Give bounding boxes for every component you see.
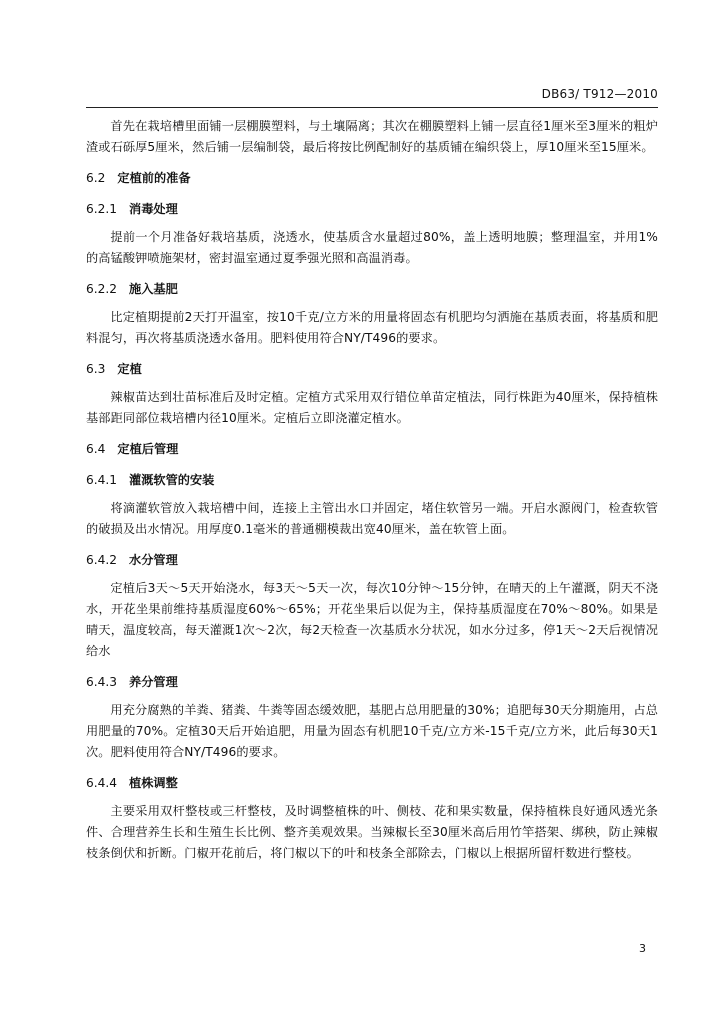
heading-6-4-2 [86, 550, 658, 571]
page-number: 3 [639, 942, 646, 955]
section-number: 6.4.3 [86, 675, 118, 689]
heading-6-4-3 [86, 672, 658, 693]
heading-6-2-2 [86, 279, 658, 300]
section-number: 6.4 [86, 442, 106, 456]
paragraph-plant-adjustment: 主要采用双杆整枝或三杆整枝，及时调整植株的叶、侧枝、花和果实数量，保持植株良好通风透光条件、合理营养生长和生殖生长比例、整齐美观效果。当辣椒长至30厘米高后用竹竿搭架、绑秧，防止辣椒枝条倒伏和折断。门椒开花前后，将门椒以下的叶和枝条全部除去，门椒以上根据所留杆数进行整枝。 [86, 804, 658, 860]
section-number: 6.2 [86, 171, 106, 185]
section-title: 施入基肥 [129, 282, 178, 296]
document-code: DB63/ T912—2010 [541, 87, 658, 101]
section-number: 6.4.2 [86, 553, 118, 567]
section-number: 6.4.4 [86, 776, 118, 790]
document-body [86, 116, 658, 864]
heading-6-2-1 [86, 199, 658, 220]
paragraph-irrigation-hose: 将滴灌软管放入栽培槽中间，连接上主管出水口并固定，堵住软管另一端。开启水源阀门，检查软管的破损及出水情况。用厚度0.1毫米的普通棚模裁出宽40厘米，盖在软管上面。 [86, 501, 658, 536]
section-title: 定植 [117, 362, 142, 376]
section-title: 养分管理 [129, 675, 178, 689]
paragraph-planting: 辣椒苗达到壮苗标准后及时定植。定植方式采用双行错位单苗定植法，同行株距为40厘米，保持植株基部距同部位栽培槽内径10厘米。定植后立即浇灌定植水。 [86, 390, 658, 425]
section-number: 6.4.1 [86, 473, 118, 487]
heading-6-4-1 [86, 470, 658, 491]
heading-6-4 [86, 439, 658, 460]
section-number: 6.3 [86, 362, 106, 376]
section-title: 定植后管理 [117, 442, 179, 456]
header-rule [86, 107, 658, 108]
section-title: 植株调整 [129, 776, 178, 790]
heading-6-4-4 [86, 773, 658, 794]
paragraph-base-fertilizer: 比定植期提前2天打开温室，按10千克/立方米的用量将固态有机肥均匀洒施在基质表面，将基质和肥料混匀，再次将基质浇透水备用。肥料使用符合NY/T496的要求。 [86, 310, 658, 345]
section-title: 水分管理 [129, 553, 178, 567]
section-title: 定植前的准备 [117, 171, 191, 185]
section-number: 6.2.2 [86, 282, 118, 296]
heading-6-3 [86, 359, 658, 380]
paragraph-nutrient-management: 用充分腐熟的羊粪、猪粪、牛粪等固态缓效肥，基肥占总用肥量的30%；追肥每30天分期施用，占总用肥量的70%。定植30天后开始追肥，用量为固态有机肥10千克/立方米-15千克/立方米，此后每30天1次。肥料使用符合NY/T496的要求。 [86, 703, 658, 759]
paragraph-substrate-laying: 首先在栽培槽里面铺一层棚膜塑料，与土壤隔离；其次在棚膜塑料上铺一层直径1厘米至3厘米的粗炉渣或石砾厚5厘米，然后铺一层编制袋，最后将按比例配制好的基质铺在编织袋上，厚10厘米至15厘米。 [86, 119, 658, 154]
paragraph-disinfection: 提前一个月准备好栽培基质，浇透水，使基质含水量超过80%，盖上透明地膜；整理温室，并用1%的高锰酸钾喷施架材，密封温室通过夏季强光照和高温消毒。 [86, 230, 658, 265]
paragraph-water-management: 定植后3天～5天开始浇水，每3天～5天一次，每次10分钟～15分钟，在晴天的上午灌溉，阴天不浇水，开花坐果前维持基质湿度60%～65%；开花坐果后以促为主，保持基质湿度在70%～80%。如果是晴天，温度较高，每天灌溉1次～2次，每2天检查一次基质水分状况，如水分过多，停1天～2天后视情况给水 [86, 581, 658, 658]
section-title: 灌溉软管的安装 [129, 473, 215, 487]
heading-6-2 [86, 168, 658, 189]
section-title: 消毒处理 [129, 202, 178, 216]
section-number: 6.2.1 [86, 202, 118, 216]
